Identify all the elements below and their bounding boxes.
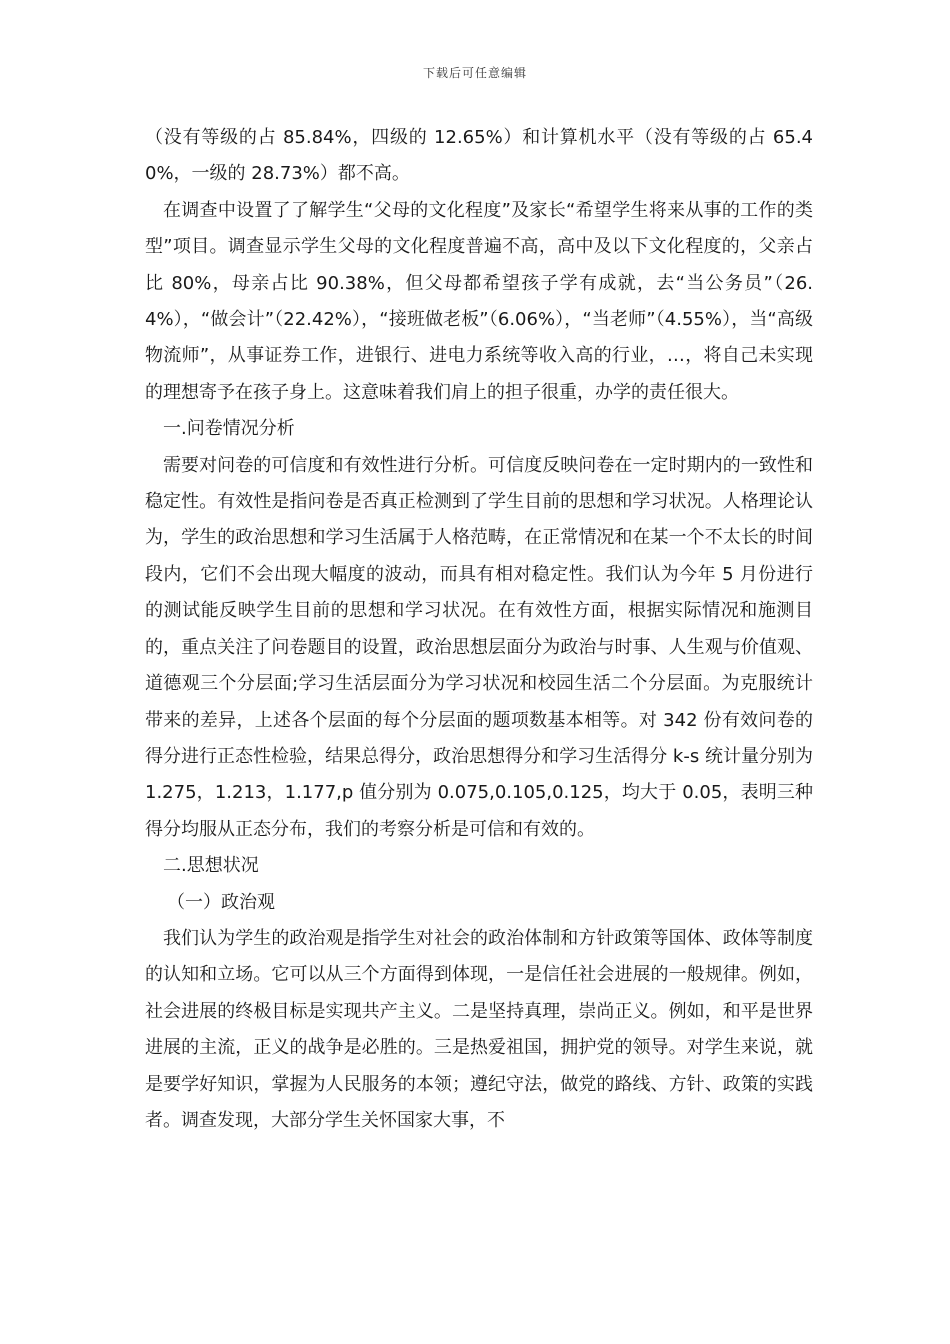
section-heading-questionnaire-analysis: 一.问卷情况分析 [163, 418, 295, 440]
subsection-heading-political-view: （一）政治观 [167, 891, 275, 913]
paragraph-political-view: 我们认为学生的政治观是指学生对社会的政治体制和方针政策等国体、政体等制度的认知和立场。它可以从三个方面得到体现，一是信任社会进展的一般规律。例如，社会进展的终极目标是实现共产主义。二是坚持真理，崇尚正义。例如，和平是世界进展的主流，正义的战争是必胜的。三是热爱祖国，拥护党的领导。对学生来说，就是要学好知识，掌握为人民服务的本领；遵纪守法，做党的路线、方针、政策的实践者。调查发现，大部分学生关怀国家大事，不 [145, 927, 813, 1131]
document-body [145, 120, 813, 1139]
page-header: 下载后可任意编辑 [422, 66, 527, 80]
paragraph-language-computer-levels: （没有等级的占 85.84%，四级的 12.65%）和计算机水平（没有等级的占 65.40%，一级的 28.73%）都不高。 [145, 127, 813, 185]
section-heading-thought-status: 二.思想状况 [163, 855, 259, 877]
paragraph-parent-survey: 在调查中设置了了解学生“父母的文化程度”及家长“希望学生将来从事的工作的类型”项目。调查显示学生父母的文化程度普遍不高，高中及以下文化程度的，父亲占比 80%，母亲占比 90.38%，但父母都希望孩子学有成就，去“当公务员”（26.4%），“做会计”（22.42%），“接班做老板”（6.06%），“当老师”（4.55%），当“高级物流师”，从事证券工作，进银行、进电力系统等收入高的行业，…，将自己未实现的理想寄予在孩子身上。这意味着我们肩上的担子很重，办学的责任很大。 [145, 199, 813, 403]
paragraph-reliability-validity: 需要对问卷的可信度和有效性进行分析。可信度反映问卷在一定时期内的一致性和稳定性。有效性是指问卷是否真正检测到了学生目前的思想和学习状况。人格理论认为，学生的政治思想和学习生活属于人格范畴，在正常情况和在某一个不太长的时间段内，它们不会出现大幅度的波动，而具有相对稳定性。我们认为今年 5 月份进行的测试能反映学生目前的思想和学习状况。在有效性方面，根据实际情况和施测目的，重点关注了问卷题目的设置，政治思想层面分为政治与时事、人生观与价值观、道德观三个分层面;学习生活层面分为学习状况和校园生活二个分层面。为克服统计带来的差异，上述各个层面的每个分层面的题项数基本相等。对 342 份有效问卷的得分进行正态性检验，结果总得分，政治思想得分和学习生活得分 k-s 统计量分别为 1.275，1.213，1.177,p 值分别为 0.075,0.105,0.125，均大于 0.05，表明三种得分均服从正态分布，我们的考察分析是可信和有效的。 [145, 454, 813, 840]
